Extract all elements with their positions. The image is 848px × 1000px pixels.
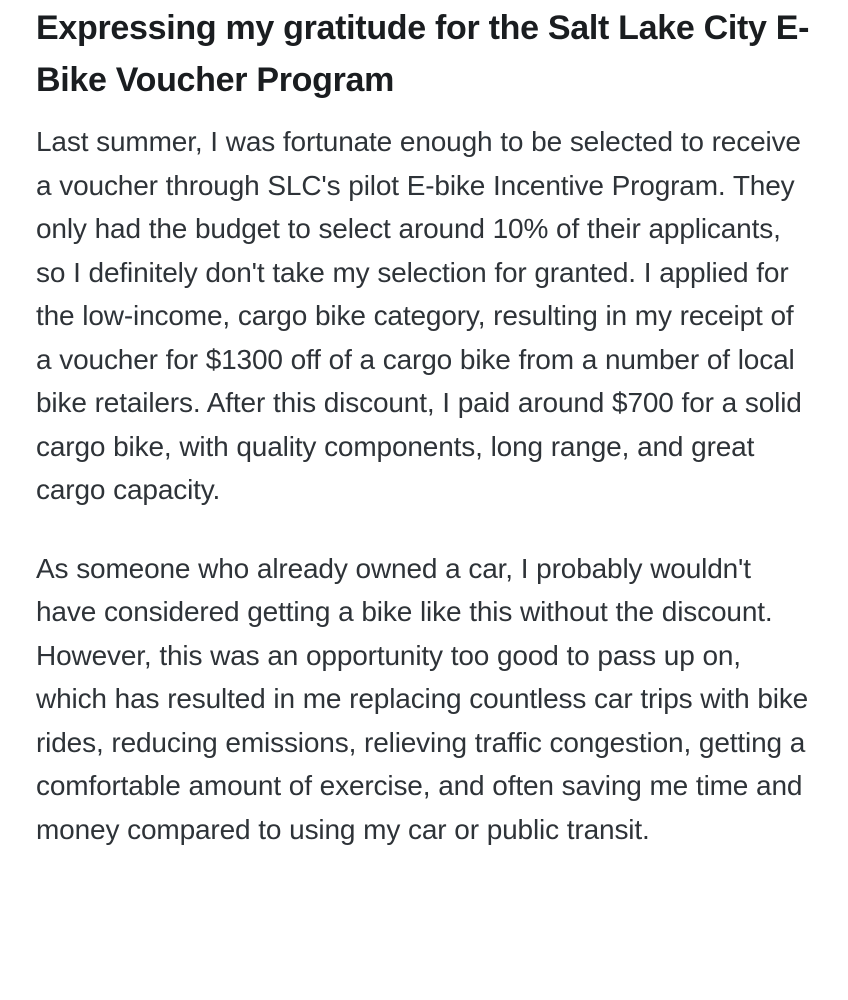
article-paragraph: As someone who already owned a car, I probably wouldn't have considered getting a bike like this without the discount. However, this was an opportunity too good to pass up on, which has resulted in me replacing countless car trips with bike rides, reducing emissions, relieving traffic congestion, getting a comfortable amount of exercise, and often saving me time and money compared to using my car or public transit. <box>36 552 809 845</box>
article-paragraph: Last summer, I was fortunate enough to be selected to receive a voucher through SLC's pilot E-bike Incentive Program. They only had the budget to select around 10% of their applicants, so I definitely don't take my selection for granted. I applied for the low-income, cargo bike category, resulting in my receipt of a voucher for $1300 off of a cargo bike from a number of local bike retailers. After this discount, I paid around $700 for a solid cargo bike, with quality components, long range, and great cargo capacity. <box>36 126 802 505</box>
page-title: Expressing my gratitude for the Salt Lake City E-Bike Voucher Program <box>36 9 810 99</box>
article-body <box>36 106 812 851</box>
